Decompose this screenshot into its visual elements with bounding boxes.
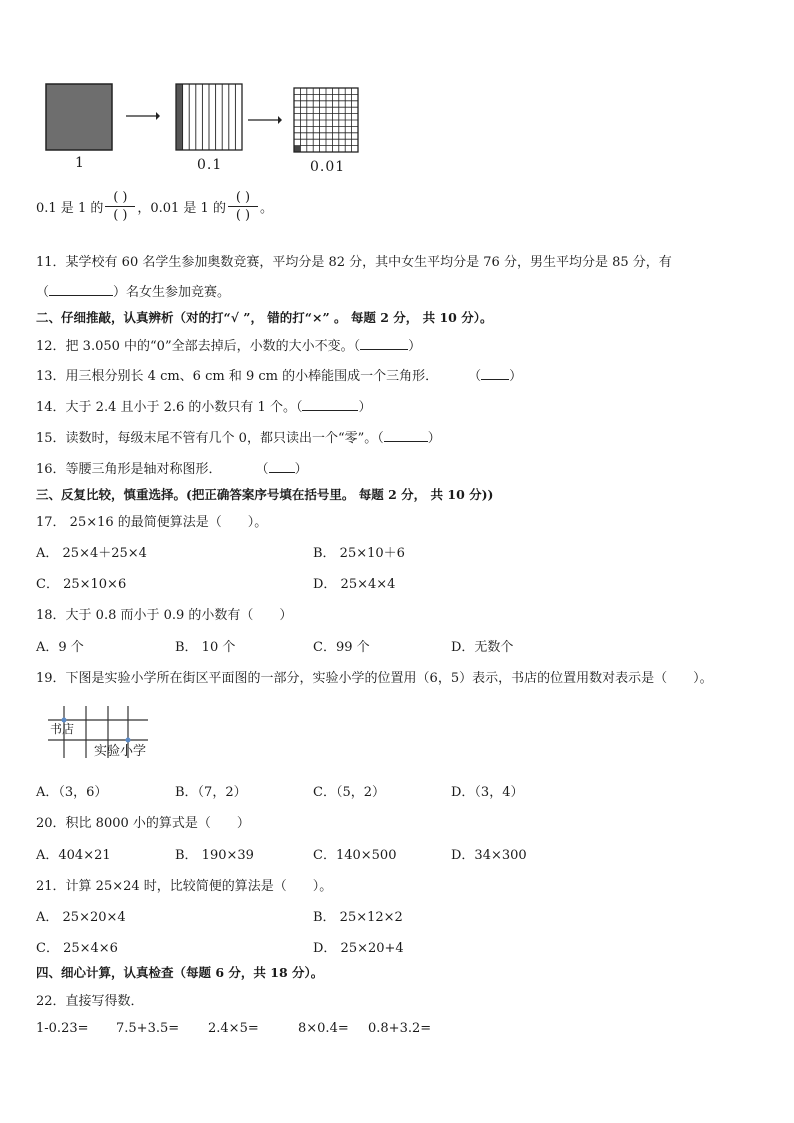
label-one: 1 [75, 155, 84, 171]
q10-sep: ，0.01 是 1 的 [137, 201, 226, 216]
q19-option-d[interactable]: D．（3，4） [451, 785, 524, 800]
answer-blank[interactable] [360, 337, 408, 350]
answer-blank[interactable] [269, 460, 295, 473]
section-3-heading: 三、反复比较，慎重选择。(把正确答案序号填在括号里。 每题 2 分， 共 10 分)) [36, 487, 494, 502]
q20-option-d[interactable]: D．34×300 [451, 848, 527, 863]
question-19-stem: 19．下图是实验小学所在街区平面图的一部分，实验小学的位置用（6，5）表示，书店的位置用数对表示是（ ）。 [36, 671, 713, 686]
question-10 [36, 190, 273, 223]
q20-option-c[interactable]: C．140×500 [313, 848, 397, 863]
answer-blank[interactable] [49, 283, 113, 296]
q20-option-a[interactable]: A．404×21 [36, 848, 111, 863]
question-16: 16．等腰三角形是轴对称图形． （ ） [36, 462, 308, 477]
arrow-right-icon [248, 114, 282, 126]
question-14: 14．大于 2.4 且小于 2.6 的小数只有 1 个。（ ） [36, 400, 372, 415]
map-label-school: 实验小学 [94, 744, 147, 759]
q19-option-c[interactable]: C．（5，2） [313, 785, 385, 800]
question-17-stem: 17． 25×16 的最简便算法是（ ）。 [36, 515, 268, 530]
q21-option-b[interactable]: B． 25×12×2 [313, 910, 403, 925]
hundredths-square-icon [294, 88, 358, 152]
label-tenth: 0.1 [197, 157, 223, 173]
q19-option-b[interactable]: B．（7，2） [175, 785, 247, 800]
q18-option-a[interactable]: A．9 个 [36, 640, 84, 655]
q22-expr-4: 8×0.4= [298, 1021, 349, 1036]
q17-option-d[interactable]: D． 25×4×4 [313, 577, 396, 592]
section-2-heading: 二、仔细推敲，认真辨析（对的打“√ ”， 错的打“×” 。 每题 2 分， 共 10 分）。 [36, 310, 493, 325]
tenths-square-icon [176, 84, 242, 150]
q17-option-c[interactable]: C． 25×10×6 [36, 577, 127, 592]
q18-option-d[interactable]: D．无数个 [451, 640, 514, 655]
q21-option-c[interactable]: C． 25×4×6 [36, 941, 118, 956]
question-21-stem: 21．计算 25×24 时，比较简便的算法是（ ）。 [36, 879, 333, 894]
fraction-blank[interactable]: $\frac{( )}{( )}$ [105, 190, 135, 223]
question-13: 13．用三根分别长 4 cm、6 cm 和 9 cm 的小棒能围成一个三角形． （ ） [36, 369, 523, 384]
question-18-stem: 18．大于 0.8 而小于 0.9 的小数有（ ） [36, 608, 293, 623]
q10-end: 。 [259, 201, 273, 216]
answer-blank[interactable] [302, 398, 358, 411]
q17-option-b[interactable]: B． 25×10＋6 [313, 546, 405, 561]
q20-option-b[interactable]: B． 190×39 [175, 848, 254, 863]
fraction-blank[interactable]: $\frac{( )}{( )}$ [228, 190, 258, 223]
question-22-stem: 22．直接写得数． [36, 994, 144, 1009]
q18-option-c[interactable]: C．99 个 [313, 640, 370, 655]
question-15: 15．读数时，每级末尾不管有几个 0，都只读出一个“零”。（ ） [36, 431, 441, 446]
q22-expr-3: 2.4×5= [208, 1021, 259, 1036]
q22-expr-5: 0.8+3.2= [368, 1021, 432, 1036]
q10-part1: 0.1 是 1 的 [36, 201, 104, 216]
q19-option-a[interactable]: A．（3，6） [36, 785, 108, 800]
question-11-line2: （ ）名女生参加竞赛。 [36, 285, 231, 300]
whole-square-icon [46, 84, 112, 150]
q18-option-b[interactable]: B． 10 个 [175, 640, 236, 655]
q22-expr-1: 1-0.23= [36, 1021, 89, 1036]
answer-blank[interactable] [384, 429, 428, 442]
question-12: 12．把 3.050 中的“0”全部去掉后，小数的大小不变。（ ） [36, 339, 422, 354]
section-4-heading: 四、细心计算，认真检查（每题 6 分，共 18 分）。 [36, 965, 324, 980]
q17-option-a[interactable]: A． 25×4＋25×4 [36, 546, 147, 561]
arrow-right-icon [126, 110, 160, 122]
answer-blank[interactable] [481, 367, 509, 380]
question-11-line1: 11．某学校有 60 名学生参加奥数竞赛，平均分是 82 分，其中女生平均分是 76 分，男生平均分是 85 分，有 [36, 255, 672, 270]
map-label-bookstore: 书店 [50, 722, 75, 736]
q21-option-a[interactable]: A． 25×20×4 [36, 910, 126, 925]
question-20-stem: 20．积比 8000 小的算式是（ ） [36, 816, 250, 831]
q21-option-d[interactable]: D． 25×20+4 [313, 941, 404, 956]
label-hundredth: 0.01 [310, 159, 346, 175]
q22-expr-2: 7.5+3.5= [116, 1021, 180, 1036]
